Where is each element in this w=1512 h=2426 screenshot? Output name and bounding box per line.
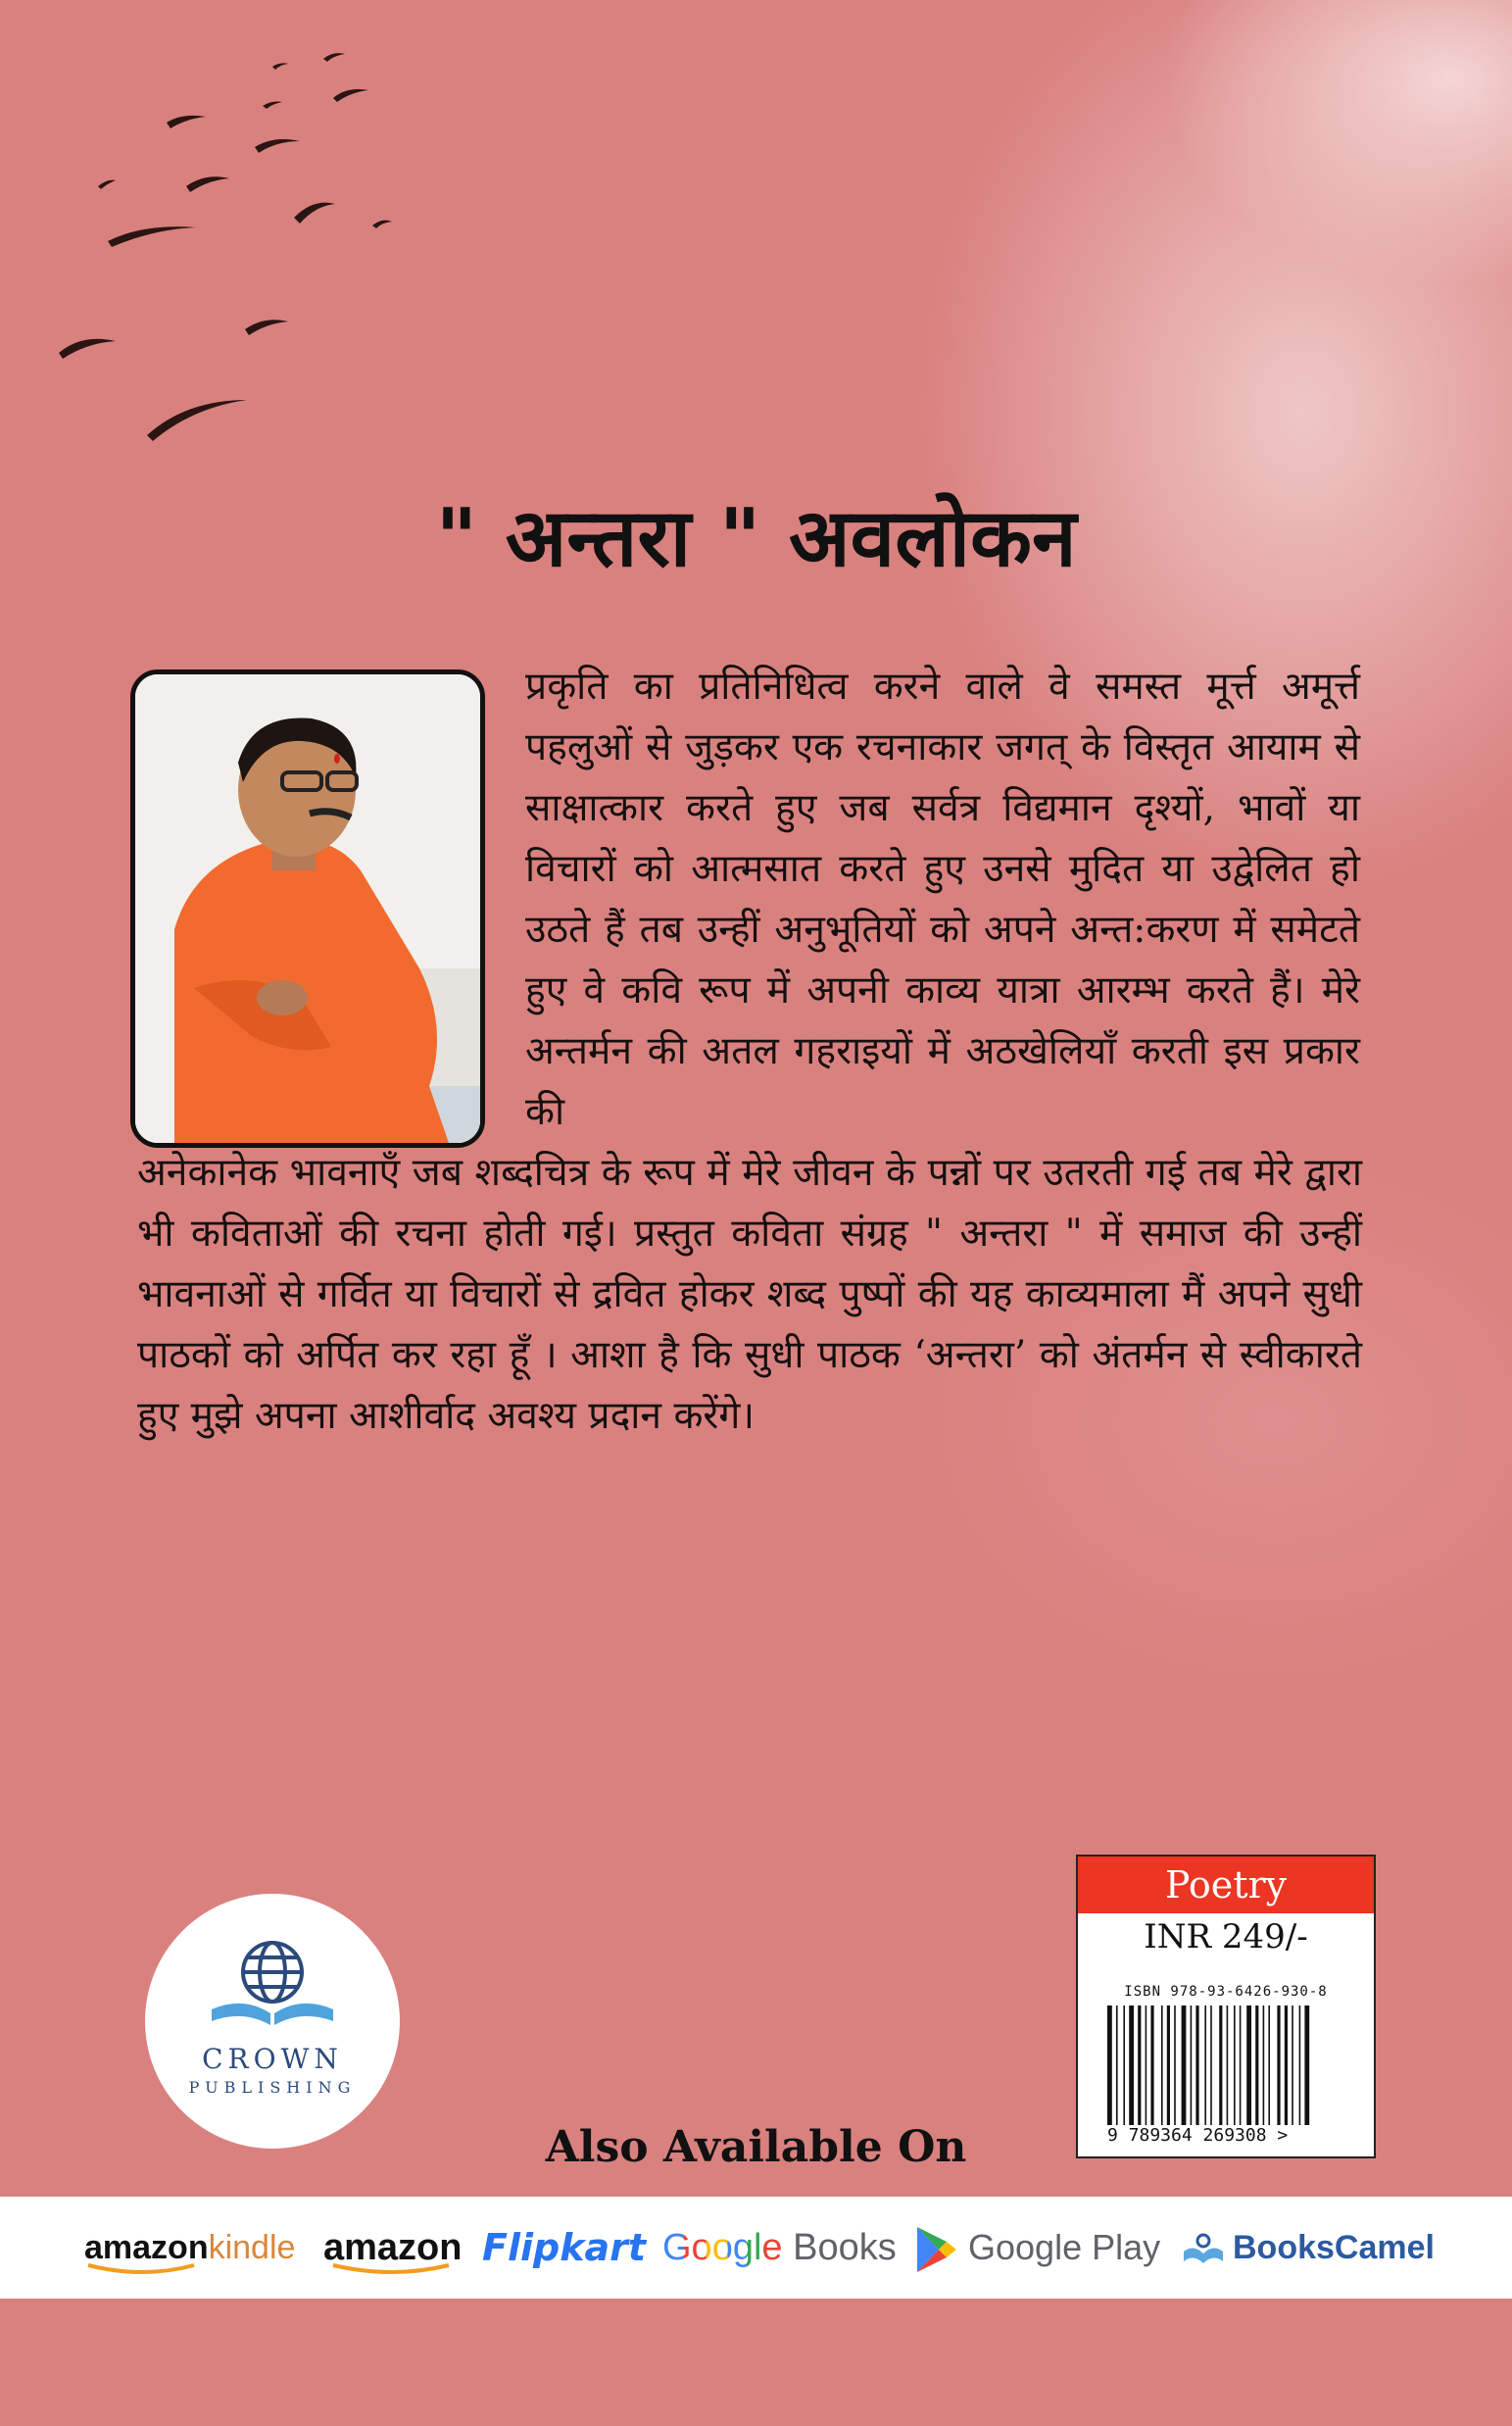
also-available-heading: Also Available On	[545, 2122, 967, 2172]
publisher-logo	[145, 1894, 400, 2149]
barcode-icon	[1107, 2005, 1315, 2125]
blurb-text-wrapped: प्रकृति का प्रतिनिधित्व करने वाले वे समस्त मूर्त्त अमूर्त्त पहलुओं से जुड़कर एक रचनाकार जगत् के विस्तृत आयाम से साक्षात्कार करते हुए जब सर्वत्र विद्यमान दृश्यों, भावों या विचारों को आत्मसात करते हुए उनसे मुदित या उद्वेलित हो उठते हैं तब उन्हीं अनुभूतियों को अपने अन्त:करण में समेटते हुए वे कवि रूप में अपनी काव्य यात्रा आरम्भ करते हैं। मेरे अन्तर्मन की अतल गहराइयों में अठखेलियाँ करती इस प्रकार की	[525, 665, 1360, 1134]
genre-label: Poetry	[1078, 1857, 1374, 1913]
amazon-logo[interactable]: amazon	[323, 2197, 462, 2299]
publisher-subtitle: PUBLISHING	[188, 2078, 357, 2097]
store-logos-strip	[0, 2197, 1512, 2299]
google-wordmark: Google	[662, 2227, 783, 2268]
page-title: " अन्तरा " अवलोकन	[435, 492, 1077, 585]
amazon-smile-icon	[323, 2261, 461, 2277]
open-book-icon	[1182, 2232, 1225, 2267]
blurb-text-full-width: अनेकानेक भावनाएँ जब शब्दचित्र के रूप में मेरे जीवन के पन्नों पर उतरती गई तब मेरे द्वारा भी कविताओं की रचना होती गई। प्रस्तुत कविता संग्रह " अन्तरा " में समाज की उन्हीं भावनाओं से गर्वित या विचारों से द्रवित होकर शब्द पुष्पों की यह काव्यमाला मैं अपने सुधी पाठकों को अर्पित कर रहा हूँ । आशा है कि सुधी पाठक ‘अन्तरा’ को अंतर्मन से स्वीकारते हुए मुझे अपना आशीर्वाद अवश्य प्रदान करेंगे।	[137, 1151, 1362, 1438]
play-triangle-icon	[913, 2225, 958, 2274]
barcode-digits: 9 789364 269308 >	[1107, 2125, 1289, 2146]
google-books-logo[interactable]: Google Books	[662, 2227, 897, 2268]
bookscamel-logo[interactable]: BooksCamel	[1182, 2197, 1435, 2299]
author-photo	[130, 669, 485, 1148]
flipkart-logo[interactable]: Flipkart	[482, 2226, 647, 2269]
amazon-smile-icon	[84, 2261, 202, 2277]
publisher-name: CROWN	[202, 2043, 343, 2075]
price-label: INR 249/-	[1144, 1917, 1308, 1956]
price-isbn-box	[1076, 1855, 1376, 2158]
globe-book-icon	[204, 1931, 341, 2039]
author-portrait-illustration	[135, 674, 480, 1143]
amazon-kindle-logo[interactable]: amazonkindle	[84, 2197, 295, 2299]
isbn-label: ISBN 978-93-6426-930-8	[1124, 1984, 1328, 2000]
flying-birds-illustration	[49, 39, 441, 451]
google-play-logo[interactable]: Google Play	[913, 2197, 1160, 2299]
